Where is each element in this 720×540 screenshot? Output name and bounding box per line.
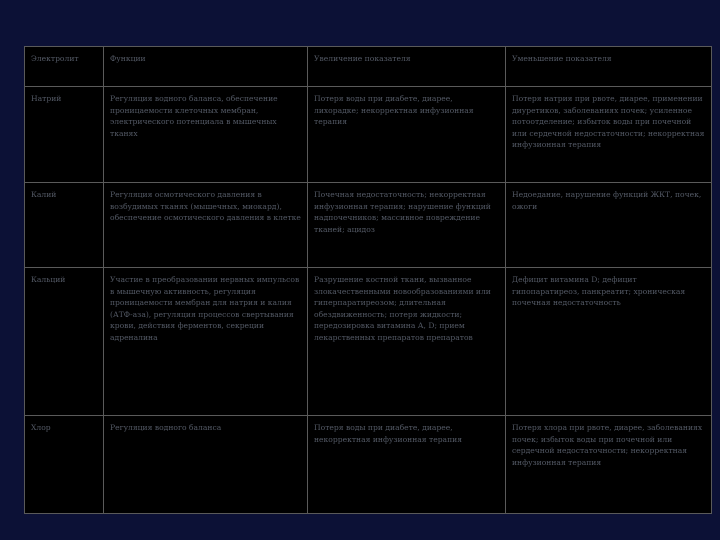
functions-cell: Участие в преобразовании нервных импульсов в мышечную активность, регуляция проницаемости мембран для натрия и калия (АТФ-аза), регуляция процессов свертывания крови, действия ферментов, секреции адреналина xyxy=(104,268,308,416)
table-row xyxy=(25,183,712,268)
electrolyte-cell: Натрий xyxy=(25,87,104,183)
increase-cell: Разрушение костной ткани, вызванное злокачественными новообразованиями или гиперпаратиреозом; длительная обездвиженность; потеря жидкости; передозировка витамина А, D; прием лекарственных препаратов препаратов xyxy=(308,268,506,416)
functions-cell: Регуляция осмотического давления в возбудимых тканях (мышечных, миокард), обеспечение осмотического давления в клетке xyxy=(104,183,308,268)
table-row xyxy=(25,87,712,183)
decrease-cell: Недоедание, нарушение функций ЖКТ, почек, ожоги xyxy=(506,183,712,268)
table-row xyxy=(25,416,712,514)
electrolyte-cell: Кальций xyxy=(25,268,104,416)
decrease-cell: Потеря натрия при рвоте, диарее, применении диуретиков, заболеваниях почек; усиленное потоотделение; избыток воды при почечной или сердечной недостаточности; некорректная инфузионная терапия xyxy=(506,87,712,183)
functions-cell: Регуляция водного баланса, обеспечение проницаемости клеточных мембран, электрического потенциала в мышечных тканях xyxy=(104,87,308,183)
header-electrolyte: Электролит xyxy=(25,47,104,87)
table-header-row xyxy=(25,47,712,87)
decrease-cell: Потеря хлора при рвоте, диарее, заболеваниях почек; избыток воды при почечной или сердечной недостаточности; некорректная инфузионная терапия xyxy=(506,416,712,514)
increase-cell: Потеря воды при диабете, диарее, некорректная инфузионная терапия xyxy=(308,416,506,514)
table-row xyxy=(25,268,712,416)
decrease-cell: Дефицит витамина D; дефицит гипопаратиреоз, панкреатит; хроническая почечная недостаточность xyxy=(506,268,712,416)
electrolyte-cell: Калий xyxy=(25,183,104,268)
electrolyte-table xyxy=(24,46,712,514)
header-decrease: Уменьшение показателя xyxy=(506,47,712,87)
functions-cell: Регуляция водного баланса xyxy=(104,416,308,514)
header-increase: Увеличение показателя xyxy=(308,47,506,87)
increase-cell: Потеря воды при диабете, диарее, лихорадке; некорректная инфузионная терапия xyxy=(308,87,506,183)
increase-cell: Почечная недостаточность; некорректная инфузионная терапия; нарушение функций надпочечников; массивное повреждение тканей; ацидоз xyxy=(308,183,506,268)
header-functions: Функции xyxy=(104,47,308,87)
electrolyte-cell: Хлор xyxy=(25,416,104,514)
